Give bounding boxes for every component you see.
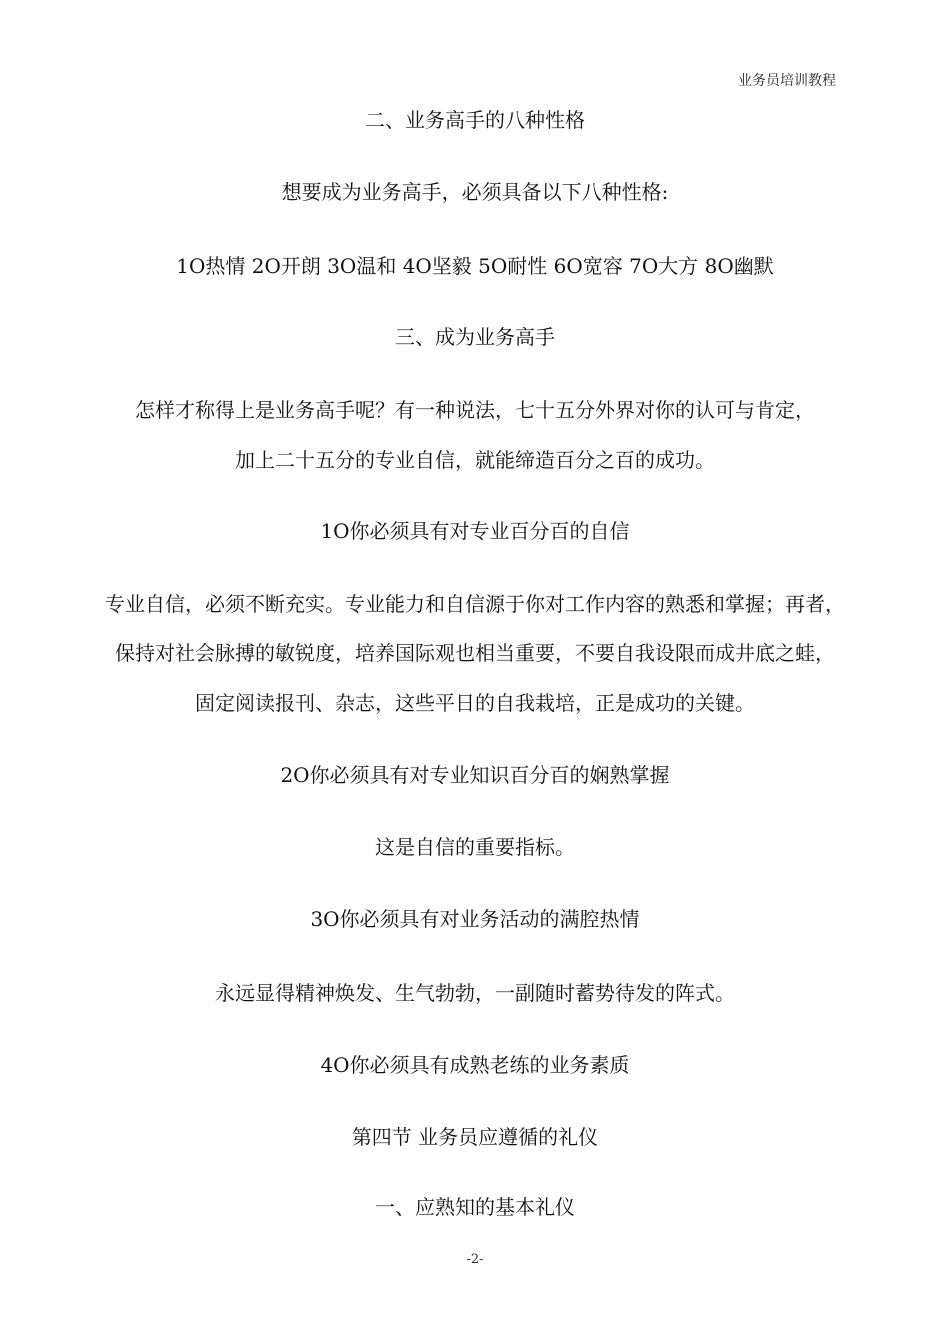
paragraph-line: 怎样才称得上是业务高手呢？有一种说法，七十五分外界对你的认可与肯定， bbox=[135, 398, 815, 422]
section-heading: 三、成为业务高手 bbox=[395, 325, 555, 349]
list-item-heading: 1O你必须具有对专业百分百的自信 bbox=[320, 519, 630, 543]
page-number: -2- bbox=[466, 1252, 484, 1267]
section-heading: 一、应熟知的基本礼仪 bbox=[375, 1195, 575, 1219]
paragraph-line: 专业自信，必须不断充实。专业能力和自信源于你对工作内容的熟悉和掌握；再者， bbox=[105, 592, 845, 616]
paragraph-line: 永远显得精神焕发、生气勃勃，一副随时蓄势待发的阵式。 bbox=[215, 981, 735, 1005]
paragraph-line: 加上二十五分的专业自信，就能缔造百分之百的成功。 bbox=[235, 448, 715, 472]
paragraph-line: 想要成为业务高手，必须具备以下八种性格: bbox=[281, 180, 669, 204]
trait-list-line: 1O热情 2O开朗 3O温和 4O坚毅 5O耐性 6O宽容 7O大方 8O幽默 bbox=[176, 254, 774, 278]
section-heading: 第四节 业务员应遵循的礼仪 bbox=[351, 1125, 599, 1149]
paragraph-line: 固定阅读报刊、杂志，这些平日的自我栽培，正是成功的关键。 bbox=[195, 691, 755, 715]
list-item-heading: 4O你必须具有成熟老练的业务素质 bbox=[320, 1053, 630, 1077]
list-item-heading: 3O你必须具有对业务活动的满腔热情 bbox=[310, 907, 640, 931]
paragraph-line: 这是自信的重要指标。 bbox=[375, 835, 575, 859]
list-item-heading: 2O你必须具有对专业知识百分百的娴熟掌握 bbox=[280, 763, 670, 787]
paragraph-line: 保持对社会脉搏的敏锐度，培养国际观也相当重要，不要自我设限而成井底之蛙， bbox=[115, 641, 835, 665]
section-heading: 二、业务高手的八种性格 bbox=[365, 108, 585, 132]
running-header: 业务员培训教程 bbox=[738, 73, 836, 89]
